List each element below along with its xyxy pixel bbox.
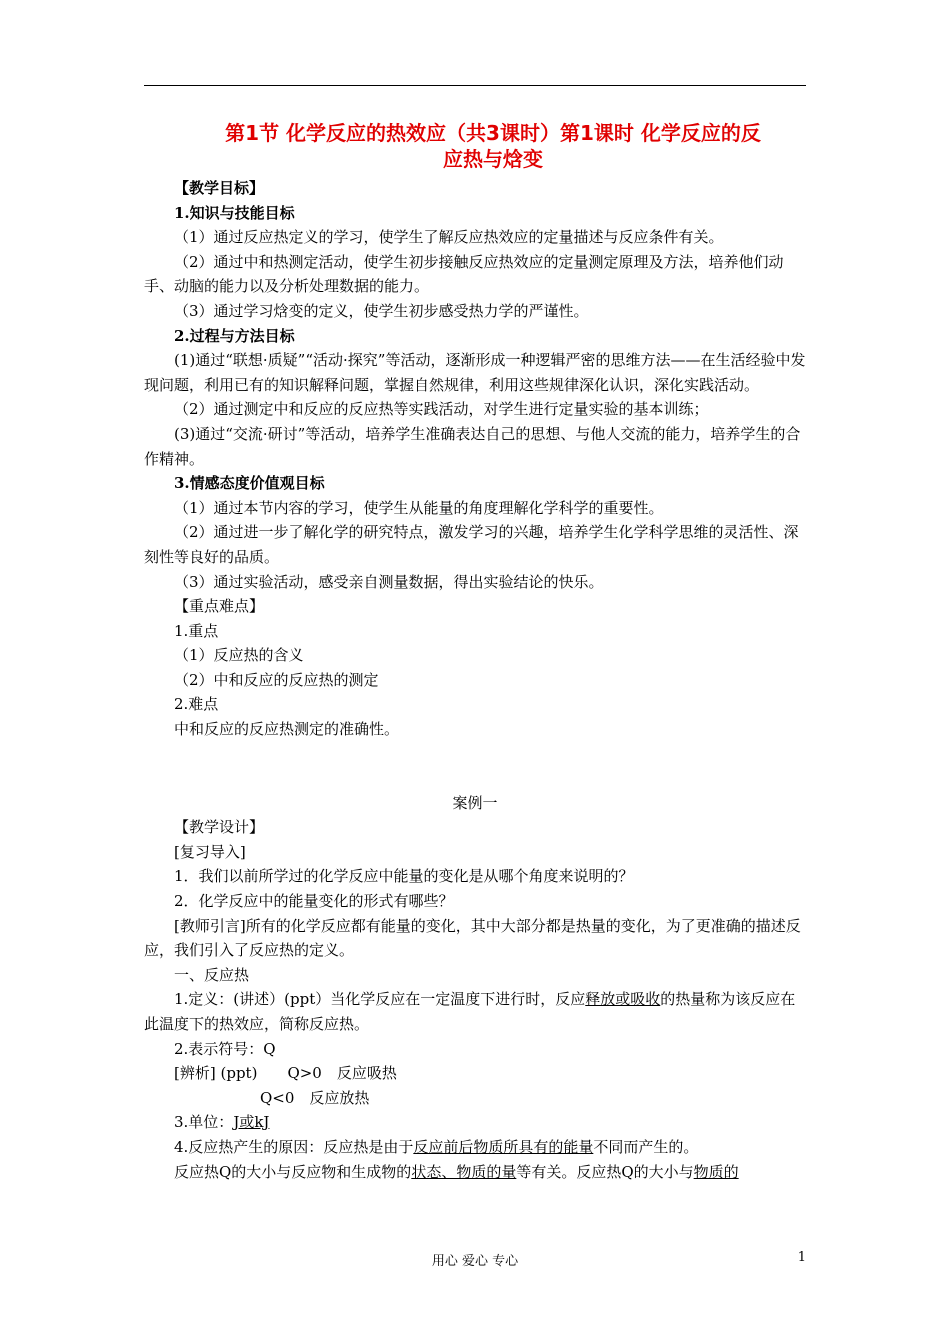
- design-heading: 【教学设计】: [174, 818, 265, 837]
- definition-underlined: 释放或吸收: [585, 990, 661, 1009]
- page-number: 1: [797, 1250, 806, 1265]
- definition-text-pre: 1.定义：(讲述）(ppt）当化学反应在一定温度下进行时，反应: [174, 990, 586, 1009]
- unit-pre: 3.单位：: [174, 1113, 234, 1132]
- unit-underlined: J或kJ: [233, 1113, 270, 1132]
- definition-text-post: 的热量称为该反应在此温度下的热效应，简称反应热。: [144, 990, 796, 1033]
- analysis-label: [辨析]: [174, 1064, 216, 1083]
- analysis-condition-1: Q>0 反应吸热: [287, 1064, 397, 1083]
- objective-3-item-3: （3）通过实验活动，感受亲自测量数据，得出实验结论的快乐。: [174, 572, 604, 591]
- cause-underlined: 反应前后物质所具有的能量: [413, 1137, 594, 1156]
- analysis-row-1: [144, 1061, 806, 1086]
- keypoints-heading: 【重点难点】: [174, 597, 265, 616]
- title-line-2: 应热与焓变: [443, 147, 543, 171]
- analysis-row-2: [144, 1086, 806, 1111]
- objective-2-item-3: (3)通过“交流·研讨”等活动，培养学生准确表达自己的思想、与他人交流的能力，培养学生的合作精神。: [144, 424, 801, 468]
- title-line-1: 第1节 化学反应的热效应（共3课时）第1课时 化学反应的反: [225, 121, 761, 145]
- size-line: [144, 1160, 806, 1185]
- focus-item-1: （1）反应热的含义: [174, 646, 304, 665]
- analysis-ppt: (ppt): [220, 1064, 258, 1083]
- unit-line: [144, 1110, 806, 1135]
- focus-heading: 1.重点: [174, 621, 219, 640]
- objective-1-item-2: （2）通过中和热测定活动，使学生初步接触反应热效应的定量测定原理及方法，培养他们动手、动脑的能力以及分析处理数据的能力。: [144, 252, 784, 296]
- objective-2-item-2: （2）通过测定中和反应的反应热等实践活动，对学生进行定量实验的基本训练；: [174, 400, 709, 419]
- objective-1-heading: 1.知识与技能目标: [174, 203, 295, 222]
- focus-item-2: （2）中和反应的反应热的测定: [174, 670, 379, 689]
- size-underlined-1: 状态、物质的量: [411, 1162, 517, 1181]
- objective-1-item-1: （1）通过反应热定义的学习，使学生了解反应热效应的定量描述与反应条件有关。: [174, 228, 724, 247]
- objective-1-item-3: （3）通过学习焓变的定义，使学生初步感受热力学的严谨性。: [174, 301, 589, 320]
- cause-post: 不同而产生的。: [593, 1137, 699, 1156]
- teacher-intro: [教师引言]所有的化学反应都有能量的变化，其中大部分都是热量的变化，为了更准确的描述反应，我们引入了反应热的定义。: [144, 916, 801, 960]
- analysis-condition-2: Q<0 反应放热: [260, 1088, 370, 1107]
- case-title: 案例一: [452, 793, 498, 812]
- section-1-heading: 一、反应热: [174, 965, 250, 984]
- question-1: 1．我们以前所学过的化学反应中能量的变化是从哪个角度来说明的？: [174, 867, 634, 886]
- spacer: [144, 742, 806, 791]
- objective-2-heading: 2.过程与方法目标: [174, 326, 295, 345]
- size-underlined-2: 物质的: [693, 1162, 739, 1181]
- objective-2-item-1: (1)通过“联想·质疑”“活动·探究”等活动，逐渐形成一种逻辑严密的思维方法——在生活经验中发现问题，利用已有的知识解释问题，掌握自然规律，利用这些规律深化认识，深化实践活动。: [144, 351, 806, 394]
- objectives-heading: 【教学目标】: [174, 179, 265, 197]
- cause-pre: 4.反应热产生的原因：反应热是由于: [174, 1137, 414, 1156]
- document-body: [144, 120, 806, 1184]
- symbol-line: 2.表示符号：Q: [174, 1039, 276, 1058]
- definition-paragraph: [144, 987, 806, 1036]
- objective-3-item-1: （1）通过本节内容的学习，使学生从能量的角度理解化学科学的重要性。: [174, 498, 664, 517]
- footer-motto: 用心 爱心 专心: [431, 1254, 519, 1269]
- document-title: [144, 120, 806, 172]
- question-2: 2．化学反应中的能量变化的形式有哪些？: [174, 892, 454, 911]
- objective-3-item-2: （2）通过进一步了解化学的研究特点，激发学习的兴趣，培养学生化学科学思维的灵活性、深刻性等良好的品质。: [144, 523, 799, 566]
- difficulty-text: 中和反应的反应热测定的准确性。: [174, 720, 400, 739]
- size-mid: 等有关。反应热Q的大小与: [516, 1162, 694, 1181]
- header-rule: [144, 85, 806, 86]
- objective-3-heading: 3.情感态度价值观目标: [174, 474, 325, 493]
- cause-line: [144, 1135, 806, 1160]
- review-heading: [复习导入]: [174, 842, 246, 861]
- difficulty-heading: 2.难点: [174, 695, 219, 714]
- size-pre: 反应热Q的大小与反应物和生成物的: [174, 1162, 412, 1181]
